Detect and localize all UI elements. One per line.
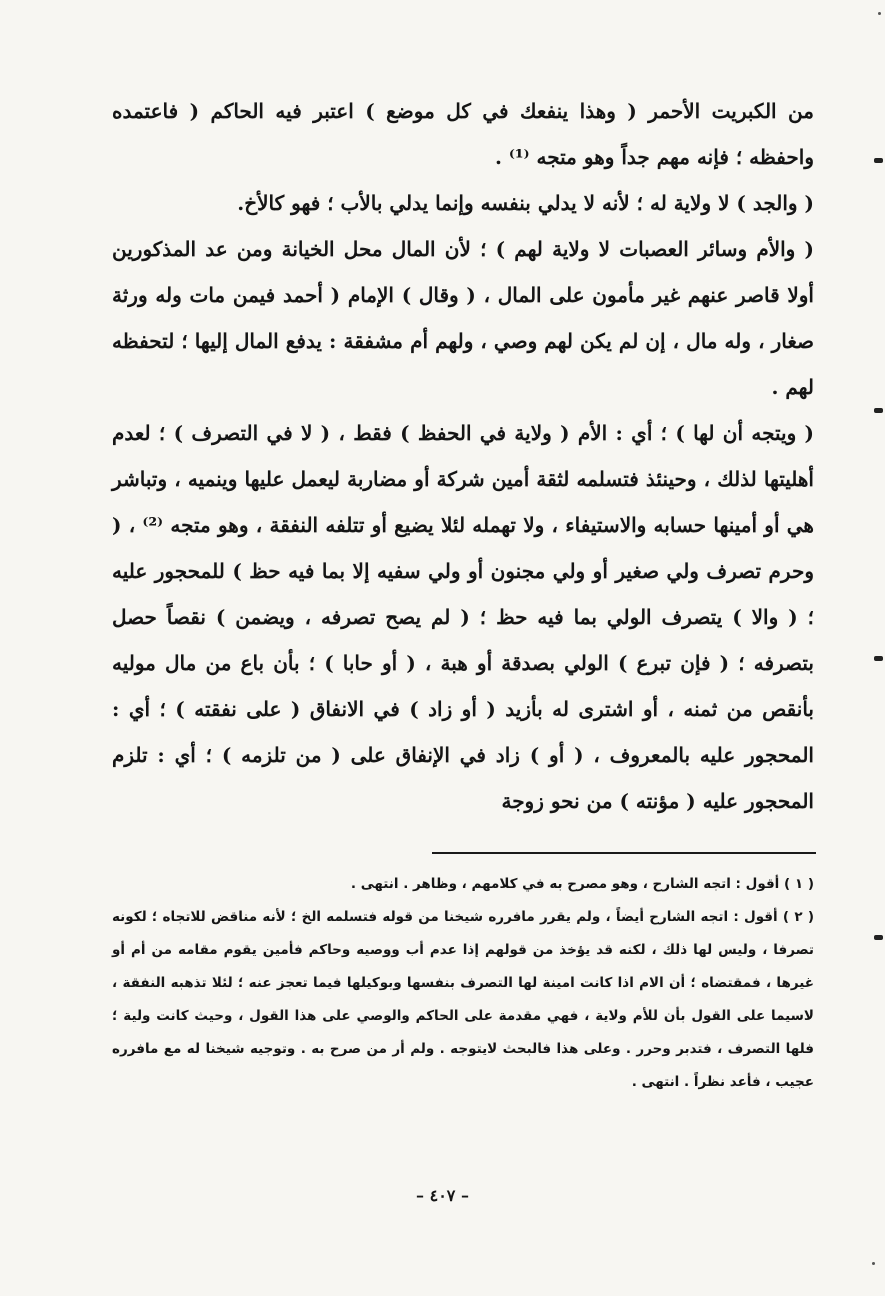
paragraph: ( والأم وسائر العصبات لا ولاية لهم ) ؛ لأن المال محل الخيانة ومن عد المذكورين أولا قاصر عنهم غير مأمون على المال ، ( وقال ) الإمام ( أحمد فيمن مات وله ورثة صغار ، وله مال ، إن لم يكن لهم وصي ، ولهم أم مشفقة : يدفع المال إليها ؛ لتحفظه لهم . [112,237,814,399]
footnote: ( ٢ ) أقول : اتجه الشارح أيضاً ، ولم يقرر مافرره شيخنا من قوله فتسلمه الخ ؛ لأنه مناقض للاتجاه ؛ لكونه تصرفا ، وليس لها ذلك ، لكنه قد يؤخذ من قولهم إذا عدم أب ووصيه وحاكم فأمين يقوم مقامه من أم أو غيرها ، فمقتضاه ؛ أن الام اذا كانت امينة لها التصرف بنفسها وبوكيلها فيما تعجز عنه ؛ لئلا تذهبه النفقة ، لاسيما على القول بأن للأم ولاية ، فهي مقدمة على الحاكم والوصي على هذا القول ، وحيث كانت ولية ؛ فلها التصرف ، فتدبر وحرر . وعلى هذا فالبحث لايتوجه . ولم أر من صرح به . وتوجيه شيخنا له مع مافرره عجيب ، فأعد نظراً . انتهى . [112,909,815,1090]
scan-speck [878,12,881,15]
scan-mark [874,935,883,940]
paragraph: من الكبريت الأحمر ( وهذا ينفعك في كل موضع ) اعتبر فيه الحاكم ( فاعتمده واحفظه ؛ فإنه مهم جداً وهو متجه ⁽¹⁾ . [112,99,814,169]
paragraph: ( والجد ) لا ولاية له ؛ لأنه لا يدلي بنفسه وإنما يدلي بالأب ؛ فهو كالأخ. [237,191,814,215]
footnote: ( ١ ) أقول : اتجه الشارح ، وهو مصرح به في كلامهم ، وظاهر . انتهى . [350,876,814,892]
footnotes [112,868,814,1099]
scan-mark [874,158,883,163]
paragraph: ( ويتجه أن لها ) ؛ أي : الأم ( ولاية في الحفظ ) فقط ، ( لا في التصرف ) ؛ لعدم أهليتها لذلك ، وحينئذ فتسلمه لثقة أمين شركة أو مضاربة ليعمل عليها وينميه ، وتباشر هي أو أمينها حسابه والاستيفاء ، ولا تهمله لئلا يضيع أو تتلفه النفقة ، وهو متجه ⁽²⁾ ، ( وحرم تصرف ولي صغير أو ولي مجنون أو ولي سفيه إلا بما فيه حظ ) للمحجور عليه ؛ ( والا ) يتصرف الولي بما فيه حظ ؛ ( لم يصح تصرفه ، ويضمن ) نقصاً حصل بتصرفه ؛ ( فإن تبرع ) الولي بصدقة أو هبة ، ( أو حابا ) ؛ بأن باع من مال موليه بأنقص من ثمنه ، أو اشترى له بأزيد ( أو زاد ) في الانفاق ( على نفقته ) ؛ أي : المحجور عليه بالمعروف ، ( أو ) زاد في الإنفاق على ( من تلزمه ) ؛ أي : تلزم المحجور عليه ( مؤنته ) من نحو زوجة [112,421,814,813]
page-number: – ٤٠٧ – [416,1186,469,1205]
main-text [112,88,814,824]
scan-mark [874,408,883,413]
scan-mark [874,656,883,661]
footnote-divider [432,852,816,854]
scan-speck [872,1262,875,1265]
